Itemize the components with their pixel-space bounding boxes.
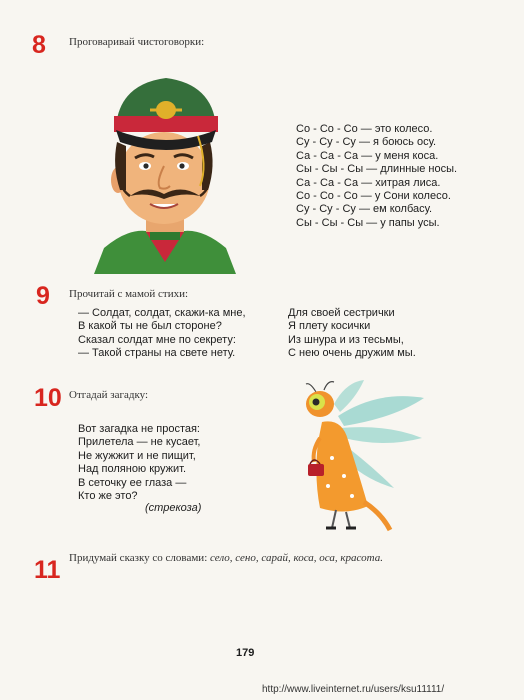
riddle-line: Вот загадка не простая: — [78, 423, 200, 435]
tongue-twisters — [296, 123, 457, 230]
poem-line: Из шнура и из тесьмы, — [288, 333, 404, 346]
exercise-number-8: 8 — [32, 31, 46, 59]
tongue-twister-line: Сы - Сы - Сы — длинные носы. — [296, 163, 458, 176]
poem-left — [78, 307, 246, 361]
poem-line: В какой ты не был стороне? — [78, 320, 222, 333]
riddle-line: Над поляною кружит. — [78, 463, 187, 476]
tongue-twister-line: Су - Су - Су — я боюсь осу. — [296, 136, 437, 149]
riddle-answer: (стрекоза) — [145, 502, 202, 514]
poem-line: Я плету косички — [288, 320, 371, 333]
poem-line: Для своей сестрички — [288, 307, 395, 319]
tongue-twister-line: Со - Со - Со — это колесо. — [296, 123, 433, 135]
exercise-8-instruction: Проговаривай чистоговорки: — [69, 36, 205, 48]
exercise-number-11: 11 — [34, 556, 61, 584]
tongue-twister-line: Су - Су - Су — ем колбасу. — [296, 203, 433, 216]
page-number: 179 — [236, 647, 255, 659]
exercise-11-words: село, сено, сарай, коса, оса, красота. — [210, 552, 383, 564]
poem-line: Сказал солдат мне по секрету: — [78, 333, 236, 346]
riddle-line: Не жужжит и не пищит, — [78, 449, 196, 462]
exercise-number-9: 9 — [36, 282, 50, 310]
tongue-twister-line: Са - Са - Са — хитрая лиса. — [296, 176, 441, 189]
soldat-illustration — [90, 66, 240, 276]
exercise-10-instruction: Отгадай загадку: — [69, 389, 149, 401]
watermark-url: http://www.liveinternet.ru/users/ksu11111/ — [262, 684, 445, 695]
tongue-twister-line: Сы - Сы - Сы — у папы усы. — [296, 216, 440, 229]
tongue-twister-line: Са - Са - Са — у меня коса. — [296, 149, 439, 162]
exercise-9-instruction: Прочитай с мамой стихи: — [69, 288, 189, 300]
riddle-line: В сеточку ее глаза — — [78, 476, 187, 489]
poem-line: — Такой страны на свете нету. — [78, 347, 236, 360]
dragonfly-illustration — [298, 378, 428, 536]
exercise-number-10: 10 — [34, 384, 62, 412]
tongue-twister-line: Со - Со - Со — у Сони колесо. — [296, 189, 451, 202]
poem-line: — Солдат, солдат, скажи-ка мне, — [78, 307, 246, 319]
exercise-11-instruction-text: Придумай сказку со словами: — [69, 552, 208, 564]
poem-right — [288, 307, 416, 361]
riddle-line: Прилетела — не кусает, — [78, 436, 201, 449]
exercise-11-instruction — [69, 552, 383, 564]
poem-line: С нею очень дружим мы. — [288, 347, 416, 360]
riddle-line: Кто же это? — [78, 489, 138, 502]
riddle — [78, 423, 200, 503]
